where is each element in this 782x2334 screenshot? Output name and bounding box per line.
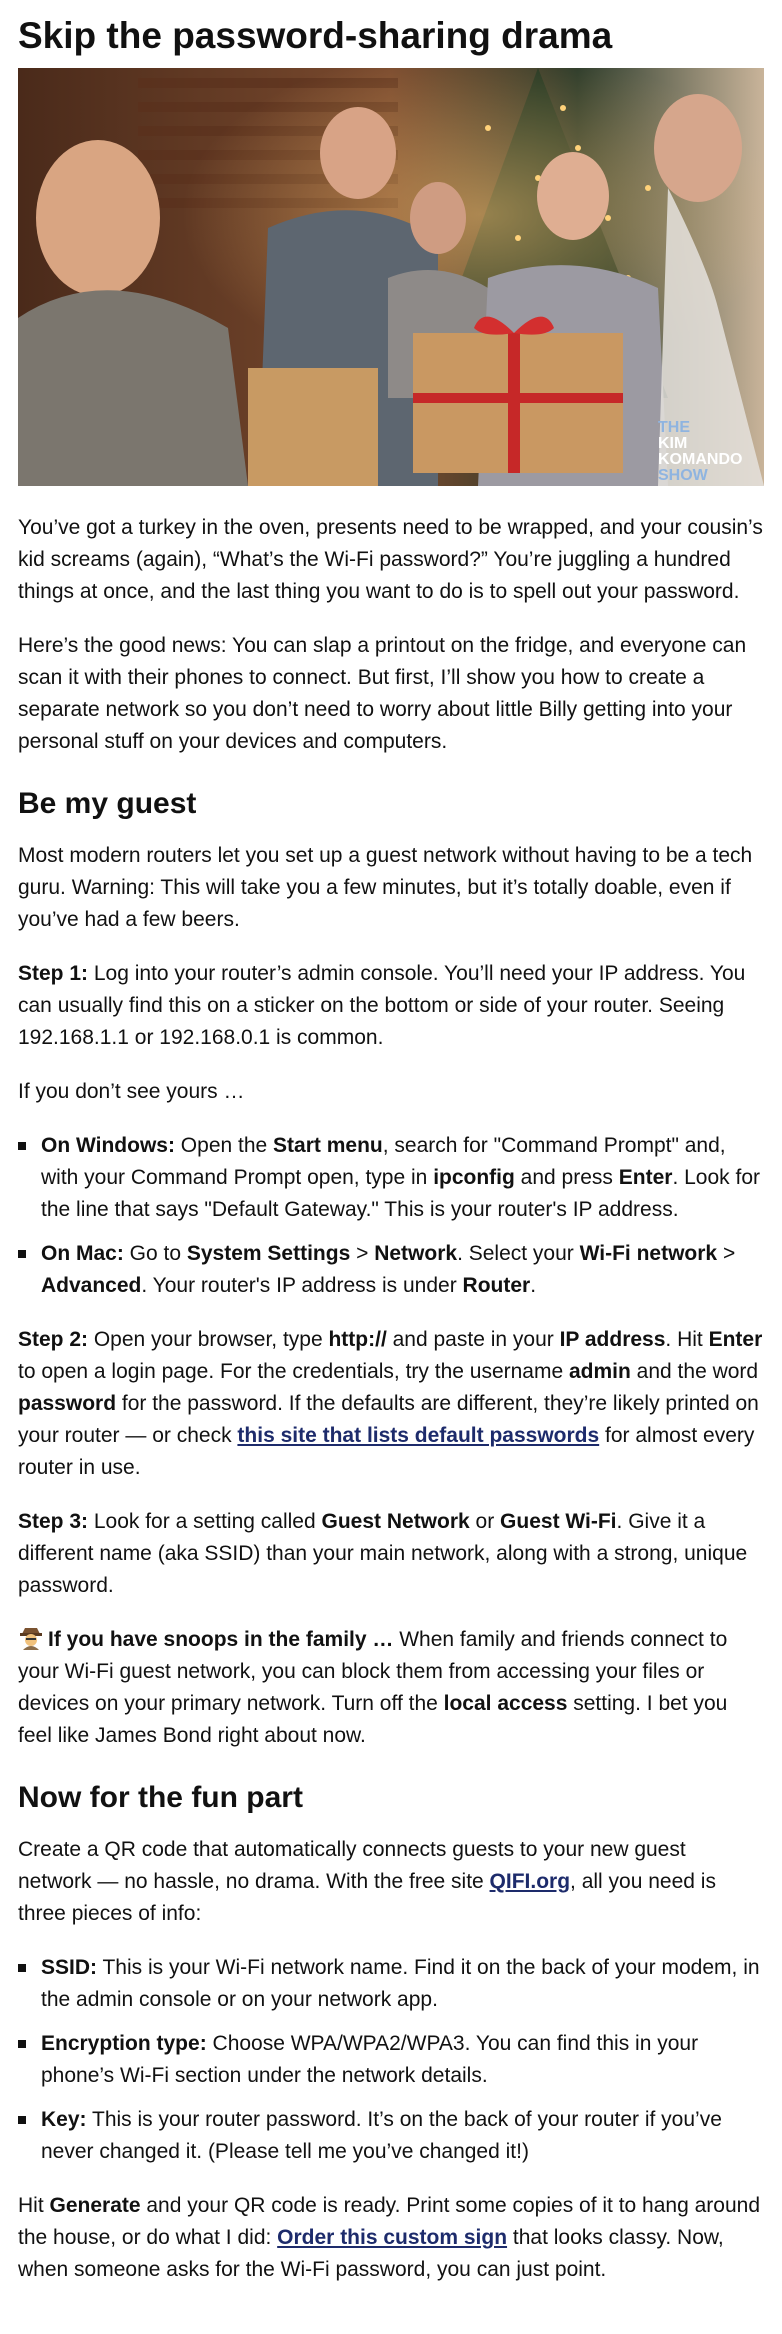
- watermark-komando: KOMANDO: [658, 451, 743, 468]
- windows-start-menu: Start menu: [273, 1134, 383, 1157]
- step-2-enter: Enter: [708, 1328, 763, 1351]
- snoops-paragraph: [18, 1624, 764, 1752]
- ssid-label: SSID:: [41, 1956, 98, 1979]
- list-item-encryption: [18, 2028, 764, 2092]
- step-2-ip-address: IP address: [559, 1328, 666, 1351]
- step-2-password: password: [18, 1392, 117, 1415]
- mac-text: .: [530, 1274, 537, 1297]
- snoops-text: When family and friends connect to your Wi-Fi guest network, you can block them from accessing your files or devices on your primary network. Turn off the: [18, 1628, 728, 1715]
- windows-text: . Look for the line that says "Default Gateway." This is your router's IP address.: [41, 1166, 760, 1221]
- intro-paragraph-1: You’ve got a turkey in the oven, presents need to be wrapped, and your cousin’s kid screams (again), “What’s the Wi-Fi password?” You’re juggling a hundred things at once, and the last thing you want to do is to spell out your password.: [18, 516, 763, 603]
- mac-advanced: Advanced: [41, 1274, 142, 1297]
- mac-system-settings: System Settings: [186, 1242, 351, 1265]
- ssid-text: This is your Wi-Fi network name. Find it on the back of your modem, in the admin console or on your network app.: [41, 1956, 760, 2011]
- list-item-key: [18, 2104, 764, 2168]
- final-text: that looks classy. Now, when someone asks for the Wi-Fi password, you can just point.: [18, 2226, 724, 2281]
- qr-intro-text: , all you need is three pieces of info:: [18, 1870, 716, 1925]
- key-label: Key:: [41, 2108, 87, 2131]
- step-1-paragraph: [18, 958, 764, 1054]
- step-2-text: and paste in your: [386, 1328, 560, 1351]
- watermark-the: THE: [658, 419, 690, 436]
- mac-text: >: [717, 1242, 736, 1265]
- section-heading-fun-part: Now for the fun part: [18, 1781, 303, 1814]
- guest-network-paragraph: Most modern routers let you set up a guest network without having to be a tech guru. Warning: This will take you a few minutes, but it’s totally doable, even if you’ve had a few beers.: [18, 844, 753, 931]
- windows-enter: Enter: [618, 1166, 673, 1189]
- mac-text: . Your router's IP address is under: [141, 1274, 463, 1297]
- step-2-text: Open your browser, type: [88, 1328, 329, 1351]
- intro-paragraph-2: Here’s the good news: You can slap a printout on the fridge, and everyone can scan it with their phones to connect. But first, I’ll show you how to create a separate network so you don’t need to worry about little Billy getting into your personal stuff on your devices and computers.: [18, 634, 747, 753]
- mac-network: Network: [374, 1242, 458, 1265]
- default-passwords-link[interactable]: this site that lists default passwords: [237, 1424, 600, 1447]
- encryption-label: Encryption type:: [41, 2032, 207, 2055]
- mac-text: >: [350, 1242, 375, 1265]
- mac-label: On Mac:: [41, 1242, 124, 1265]
- qr-info-list: [18, 1952, 764, 2168]
- step-3-label: Step 3:: [18, 1510, 89, 1533]
- snoops-local-access: local access: [443, 1692, 568, 1715]
- hero-photo-illustration: [18, 68, 764, 486]
- windows-ipconfig: ipconfig: [433, 1166, 515, 1189]
- mac-router: Router: [462, 1274, 531, 1297]
- mac-text: Go to: [123, 1242, 187, 1265]
- key-text: This is your router password. It’s on the back of your router if you’ve never changed it. (Please tell me you’ve changed it!): [41, 2108, 722, 2163]
- list-item-ssid: [18, 1952, 764, 2016]
- ip-lookup-list: [18, 1130, 764, 1302]
- step-3-text: or: [469, 1510, 501, 1533]
- step-2-paragraph: [18, 1324, 764, 1484]
- snoops-text: setting. I bet you feel like James Bond right about now.: [18, 1692, 728, 1747]
- step-1-text: Log into your router’s admin console. You’ll need your IP address. You can usually find this on a sticker on the bottom or side of your router. Seeing 192.168.1.1 or 192.168.0.1 is common.: [18, 962, 746, 1049]
- section-heading-be-my-guest: Be my guest: [18, 787, 197, 820]
- step-2-text: for the password. If the defaults are different, they’re likely printed on your router — or check: [18, 1392, 759, 1447]
- mac-wifi-network: Wi-Fi network: [579, 1242, 718, 1265]
- snoops-label: If you have snoops in the family …: [48, 1628, 394, 1651]
- windows-text: Open the: [174, 1134, 274, 1157]
- step-2-admin: admin: [569, 1360, 631, 1383]
- if-not-paragraph: If you don’t see yours …: [18, 1080, 245, 1103]
- qr-intro-paragraph: [18, 1834, 764, 1930]
- final-generate: Generate: [49, 2194, 141, 2217]
- step-2-text: for almost every router in use.: [18, 1424, 755, 1479]
- detective-icon: [18, 1624, 44, 1650]
- step-3-guest-wifi: Guest Wi-Fi: [500, 1510, 617, 1533]
- step-2-text: and the word: [630, 1360, 759, 1383]
- page-title: Skip the password-sharing drama: [18, 15, 613, 56]
- step-3-guest-network: Guest Network: [321, 1510, 470, 1533]
- list-item-mac: [18, 1238, 764, 1302]
- step-3-text: Look for a setting called: [88, 1510, 322, 1533]
- hero-image: [18, 68, 764, 486]
- step-2-http: http://: [328, 1328, 387, 1351]
- final-paragraph: [18, 2190, 764, 2286]
- step-1-label: Step 1:: [18, 962, 89, 985]
- step-2-text: . Hit: [665, 1328, 709, 1351]
- watermark-show: SHOW: [658, 467, 708, 484]
- mac-text: . Select your: [457, 1242, 580, 1265]
- qifi-link[interactable]: QIFI.org: [489, 1870, 571, 1893]
- list-item-windows: [18, 1130, 764, 1226]
- windows-text: , search for "Command Prompt" and, with your Command Prompt open, type in: [41, 1134, 726, 1189]
- final-text: and your QR code is ready. Print some copies of it to hang around the house, or do what I did:: [18, 2194, 760, 2249]
- step-2-text: to open a login page. For the credentials, try the username: [18, 1360, 569, 1383]
- step-2-label: Step 2:: [18, 1328, 89, 1351]
- encryption-text: Choose WPA/WPA2/WPA3. You can find this in your phone’s Wi-Fi section under the network details.: [41, 2032, 699, 2087]
- windows-label: On Windows:: [41, 1134, 175, 1157]
- step-3-text: . Give it a different name (aka SSID) than your main network, along with a strong, unique password.: [18, 1510, 748, 1597]
- watermark-kim: KIM: [658, 435, 688, 452]
- qr-intro-text: Create a QR code that automatically connects guests to your new guest network — no hassle, no drama. With the free site: [18, 1838, 686, 1893]
- final-text: Hit: [18, 2194, 50, 2217]
- step-3-paragraph: [18, 1506, 764, 1602]
- custom-sign-link[interactable]: Order this custom sign: [277, 2226, 508, 2249]
- windows-text: and press: [514, 1166, 619, 1189]
- article: [0, 14, 782, 2286]
